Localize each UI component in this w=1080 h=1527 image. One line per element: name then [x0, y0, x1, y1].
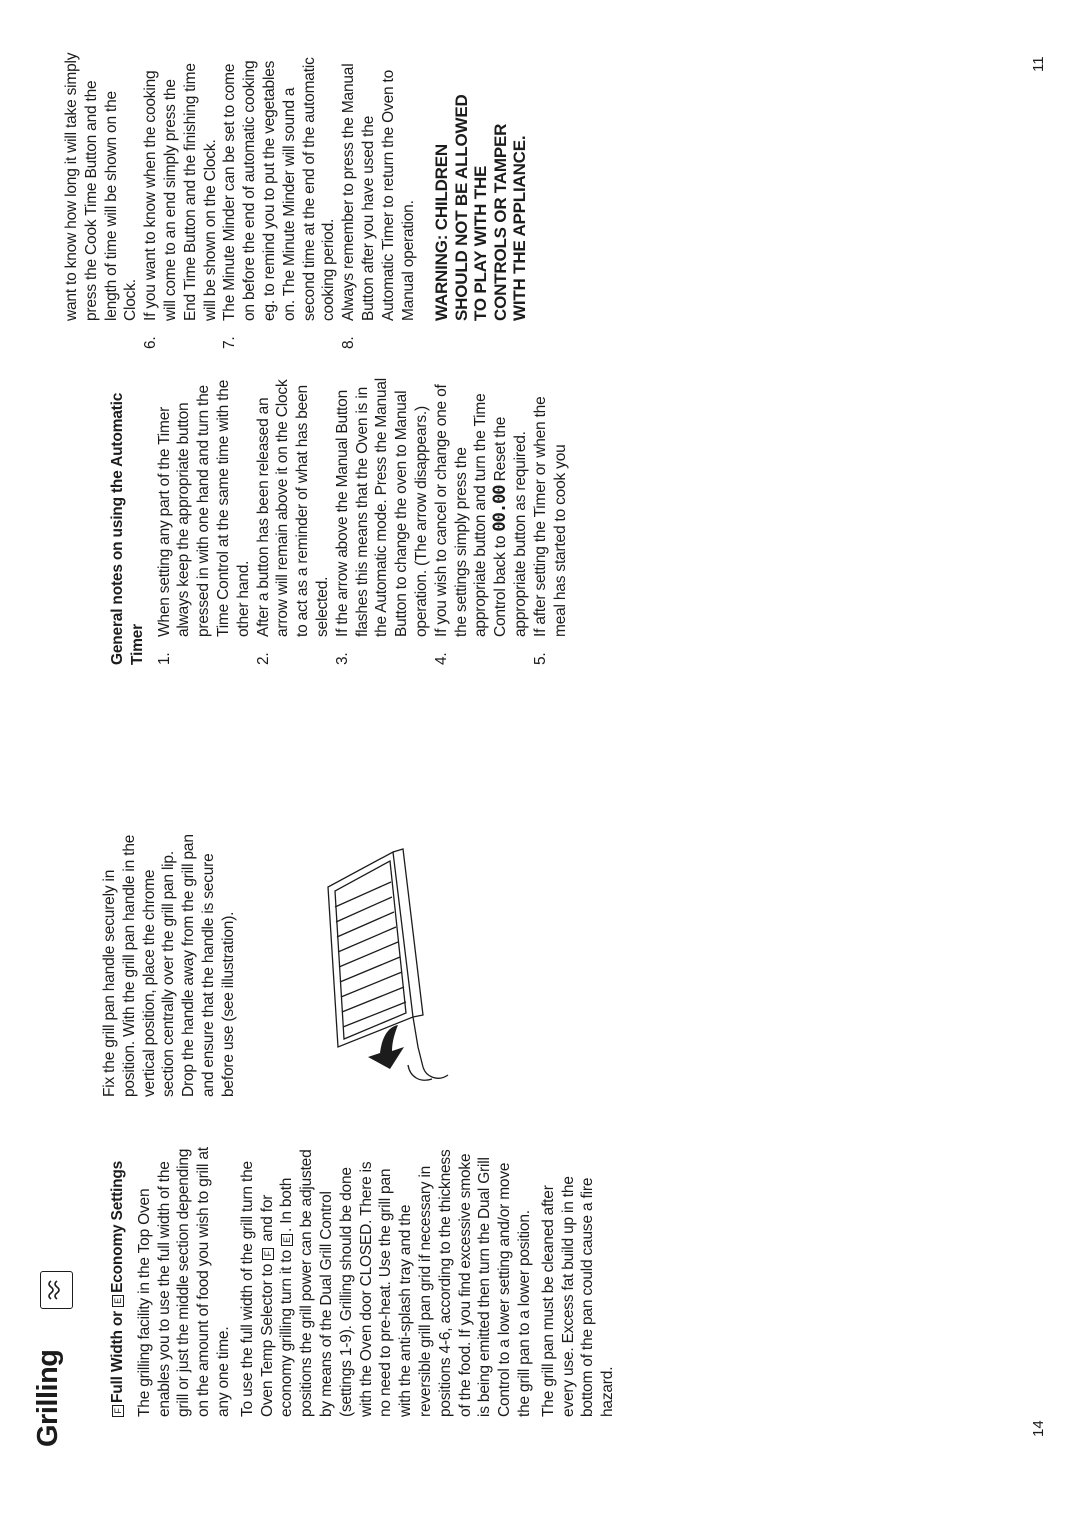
item-5-continued: want to know how long it will take simply press the Cook Time Button and the length of time will be shown on the Clock.	[63, 52, 140, 321]
grilling-instructions: To use the full width of the grill turn the Oven Temp Selector to F and for economy grilling turn it to E. In both positions the grill power can be adjusted by means of the Dual Grill Control (settings 1-9). Grilling should be done with the Oven door CLOSED. There is no need to pre-heat. Use the grill pan with the anti-splash tray and the reversible grill pan grid if necessary in positions 4-6, according to the thickness of the food. If you find excessive smoke is being emitted then turn the Dual Grill Control to a lower setting and/or move the grill pan to a lower position.	[238, 1149, 533, 1417]
page-number-right: 11	[1030, 56, 1047, 72]
grill-pan-handle-text: Fix the grill pan handle securely in position. With the grill pan handle in the vertical position, place the chrome section centrally over the grill pan lip. Drop the handle away from the grill pan and ensure that the handle is secure before use (see illustration).	[101, 834, 237, 1097]
timer-notes-list	[155, 373, 571, 665]
list-item: 2. After a button has been released an arrow will remain above it on the Clock to act as a reminder of what has been selected.	[254, 379, 331, 665]
timer-notes-heading: General notes on using the Automatic Timer	[109, 392, 146, 665]
list-item: 4. If you wish to cancel or change one of the settings simply press the appropriate button and turn the Time Control back to 00.00 Reset the appropriate button as required.	[432, 384, 529, 665]
timer-notes-list-continued	[141, 49, 418, 349]
timer-notes-column	[108, 373, 570, 665]
grilling-column	[108, 1145, 618, 1417]
page-title: Grilling	[32, 1349, 64, 1447]
children-warning: WARNING: CHILDREN SHOULD NOT BE ALLOWED TO PLAY WITH THE CONTROLS OR TAMPER WITH THE APPLIANCE.	[432, 94, 530, 321]
grilling-intro: The grilling facility in the Top Oven enables you to use the full width of the grill or just the middle section depending on the amount of food you wish to grill at any one time.	[135, 1147, 232, 1417]
list-item: 1. When setting any part of the Timer always keep the appropriate button pressed in with one hand and turn the Time Control at the same time with the other hand.	[155, 379, 252, 665]
list-item: 7. The Minute Minder can be set to come on before the end of automatic cooking eg. to remind you to put the vegetables on. The Minute Minder will sound a second time at the end of the automatic cooking period.	[221, 57, 338, 349]
list-item: 3. If the arrow above the Manual Button flashes this means that the Oven is in the Automatic mode. Press the Manual Button to change the oven to Manual operation. (The arrow disappears.)	[333, 377, 430, 665]
list-item: 5. If after setting the Timer or when the meal has started to cook you	[531, 396, 569, 665]
grill-pan-column	[100, 825, 239, 1097]
economy-icon: E	[112, 1295, 124, 1307]
grilling-heading: FFull Width or EEconomy Settings	[108, 1145, 128, 1417]
timer-notes-continued-column	[62, 49, 530, 349]
grilling-cleaning: The grill pan must be cleaned after every use. Excess fat build up in the bottom of the pan could cause a fire hazard.	[539, 1176, 617, 1417]
grill-icon	[40, 1271, 73, 1309]
list-item: 8. Always remember to press the Manual Button after you have used the Automatic Timer to return the Oven to Manual operation.	[340, 63, 417, 349]
grill-pan-illustration	[298, 827, 458, 1087]
full-width-icon: F	[112, 1405, 124, 1417]
economy-icon: E	[281, 1234, 293, 1246]
page-number-left: 14	[1030, 1420, 1047, 1437]
list-item: 6. If you want to know when the cooking will come to an end simply press the End Time Button and the finishing time will be shown on the Clock.	[142, 63, 219, 349]
time-display-digits: 00.00	[490, 485, 511, 532]
full-width-icon: F	[262, 1248, 274, 1260]
